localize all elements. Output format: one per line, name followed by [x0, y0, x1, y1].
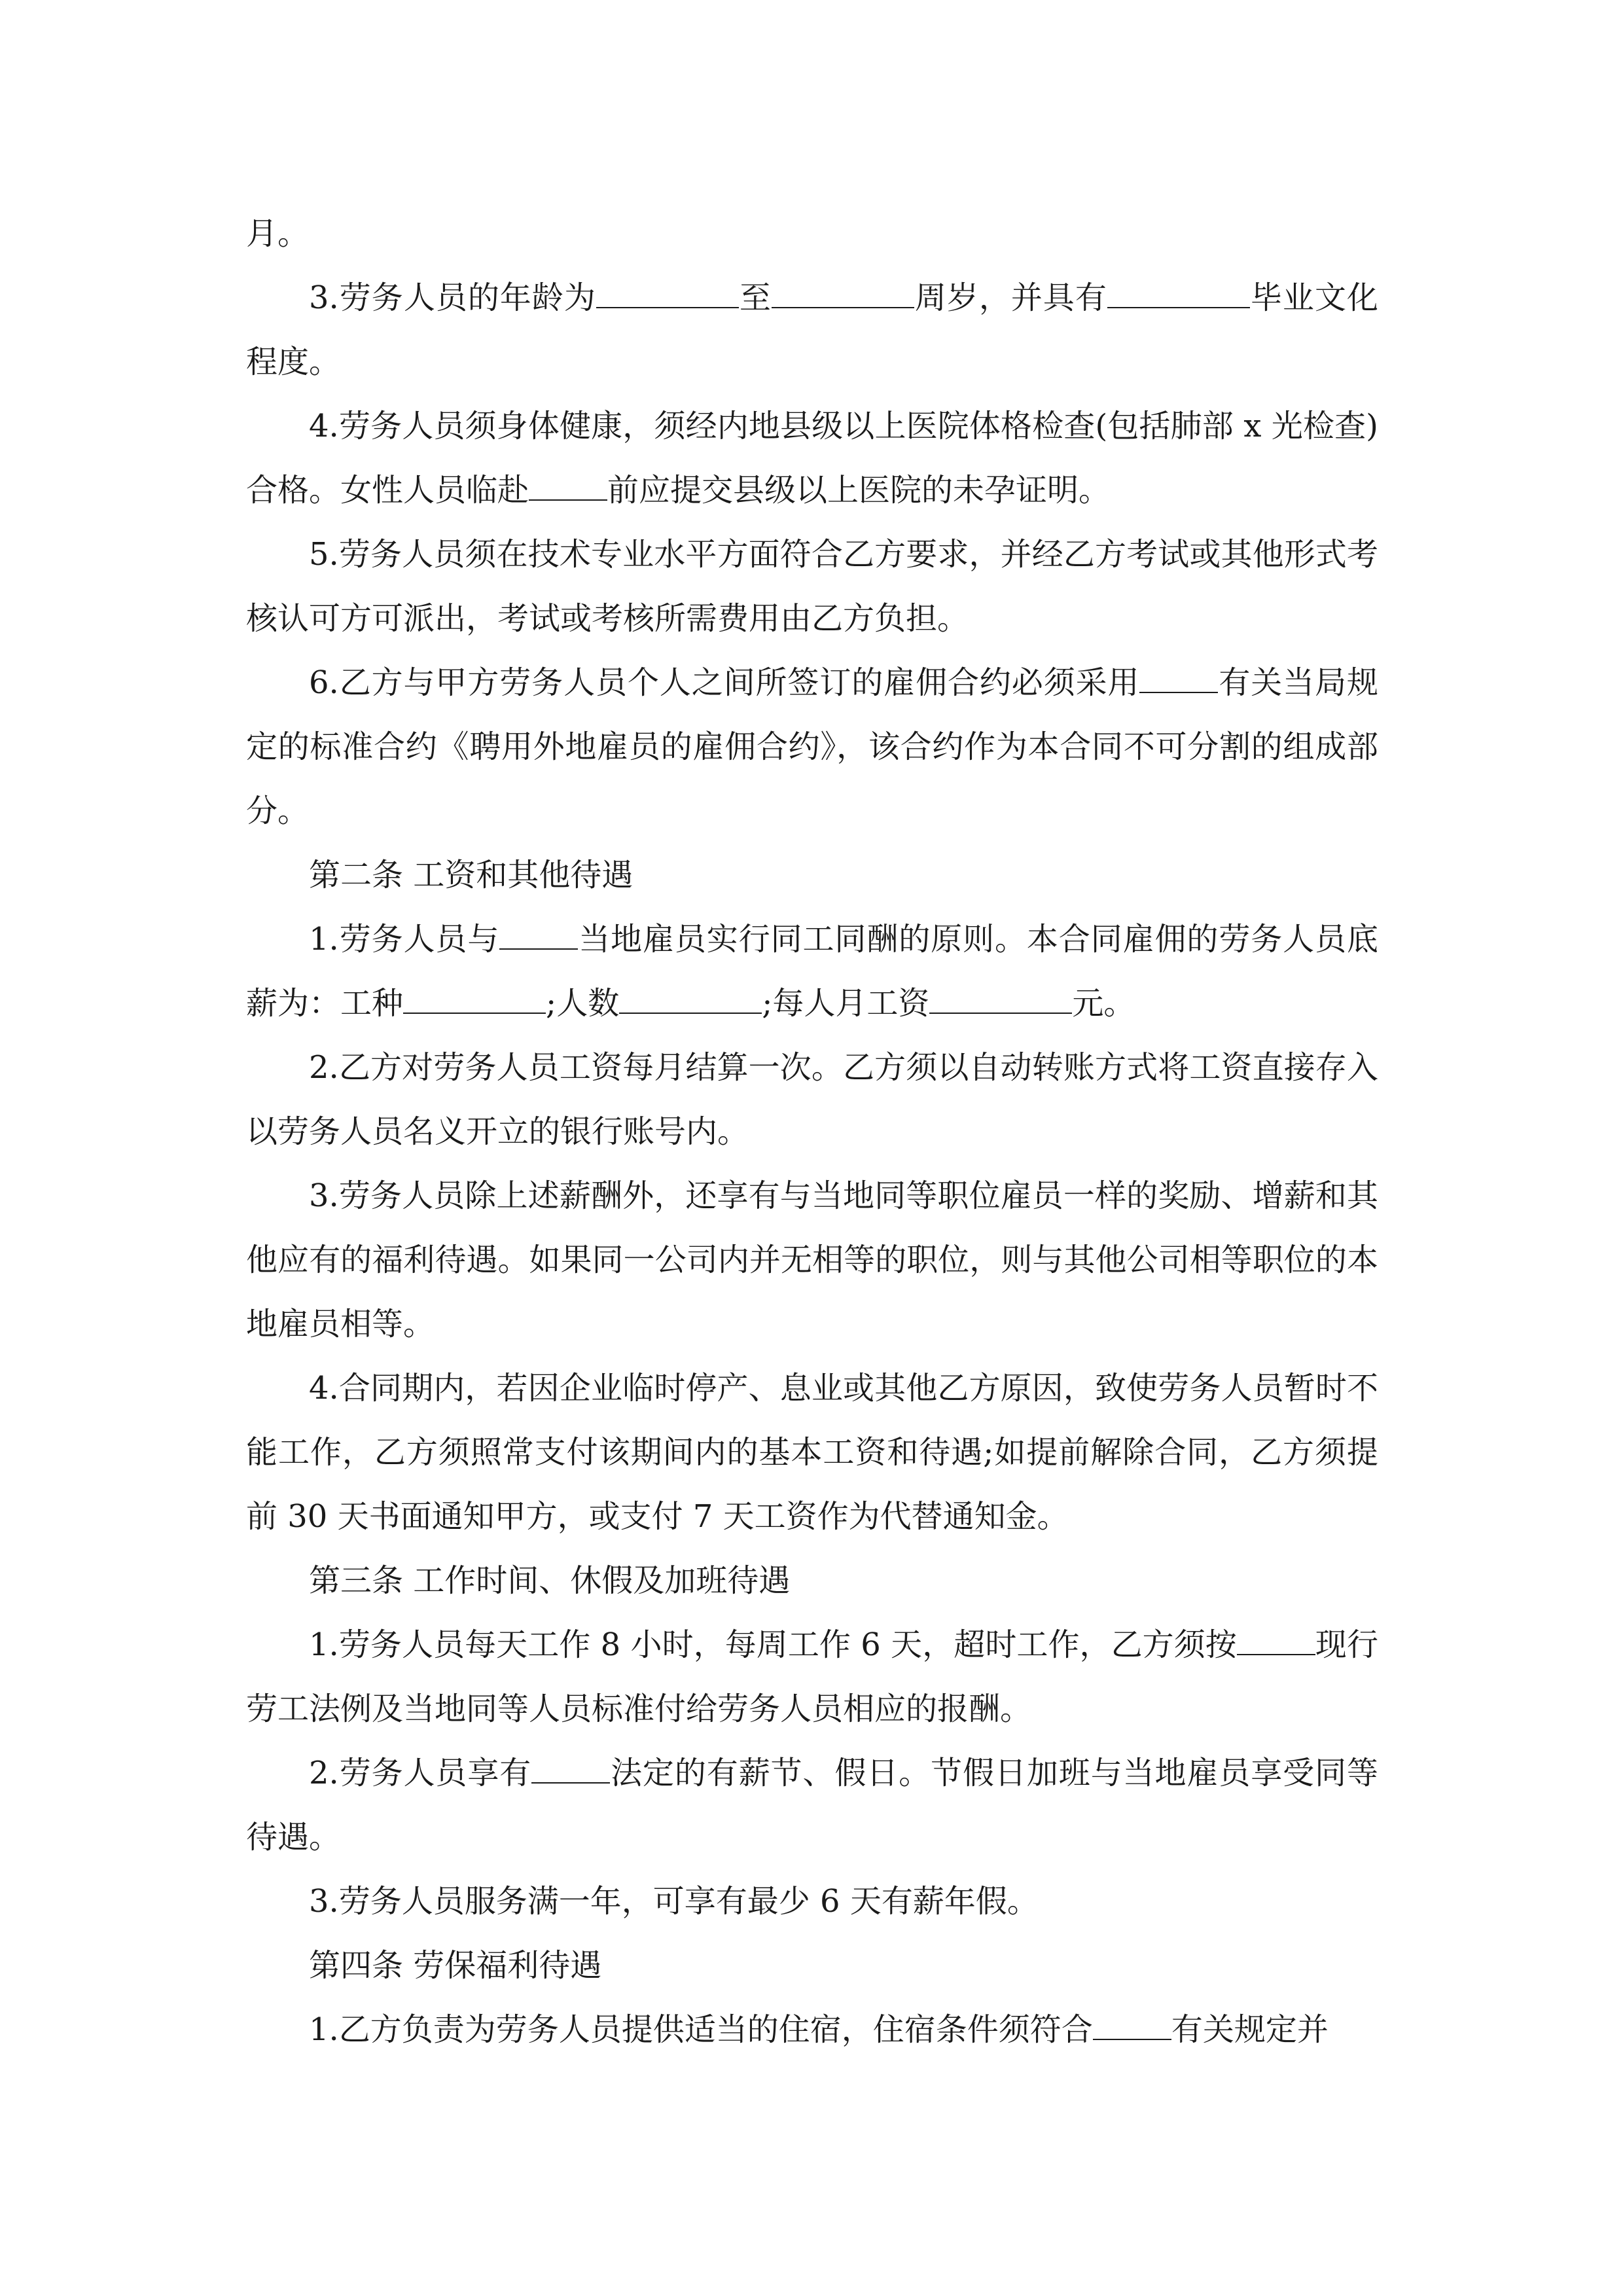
text-run: 3.劳务人员除上述薪酬外，还享有与当地同等职位雇员一样的奖励、增薪和其他应有的福利待遇。如果同一公司内并无相等的职位，则与其他公司相等职位的本地雇员相等。 — [246, 1177, 1378, 1342]
text-run: 至 — [738, 279, 772, 316]
body-paragraph — [246, 651, 1378, 843]
text-run: 1.劳务人员与 — [309, 921, 500, 958]
fill-in-blank — [403, 986, 546, 1014]
fill-in-blank — [1093, 2013, 1171, 2040]
text-run: 5.劳务人员须在技术专业水平方面符合乙方要求，并经乙方考试或其他形式考核认可方可派出，考试或考核所需费用由乙方负担。 — [246, 536, 1378, 637]
fill-in-blank — [1139, 666, 1218, 693]
text-run: 月。 — [246, 215, 310, 252]
body-paragraph — [246, 1998, 1378, 2062]
fill-in-blank — [1237, 1628, 1315, 1655]
fill-in-blank — [1107, 281, 1250, 308]
text-run: 2.劳务人员享有 — [309, 1755, 532, 1791]
text-run: ;人数 — [546, 985, 620, 1022]
text-run: 前应提交县级以上医院的未孕证明。 — [607, 472, 1111, 509]
section-heading — [246, 1933, 1378, 1998]
fill-in-blank — [531, 1756, 610, 1784]
text-run: 毕业文化程度。 — [246, 279, 1378, 380]
text-run: 6.乙方与甲方劳务人员个人之间所签订的雇佣合约必须采用 — [309, 664, 1140, 701]
fill-in-blank — [929, 986, 1072, 1014]
fill-in-blank — [529, 473, 607, 501]
text-run: 第二条 工资和其他待遇 — [309, 857, 633, 893]
body-paragraph — [246, 907, 1378, 1035]
body-paragraph — [246, 394, 1378, 522]
text-run: 周岁，并具有 — [914, 279, 1107, 316]
body-paragraph — [246, 522, 1378, 651]
text-run: 第四条 劳保福利待遇 — [309, 1947, 602, 1984]
fill-in-blank — [499, 922, 578, 950]
fill-in-blank — [596, 281, 739, 308]
text-run: 当地雇员实行同工同酬的原则。本合同雇佣的劳务人员底薪为：工种 — [246, 921, 1378, 1022]
text-run: ;每人月工资 — [762, 985, 930, 1022]
body-paragraph — [246, 1613, 1378, 1741]
text-run: 4.合同期内，若因企业临时停产、息业或其他乙方原因，致使劳务人员暂时不能工作，乙方须照常支付该期间内的基本工资和待遇;如提前解除合同，乙方须提前 30 天书面通知甲方，或支付 7 天工资作为代替通知金。 — [246, 1370, 1378, 1535]
text-run: 第三条 工作时间、休假及加班待遇 — [309, 1562, 791, 1599]
text-run: 有关当局规定的标准合约《聘用外地雇员的雇佣合约》，该合约作为本合同不可分割的组成部分。 — [246, 664, 1378, 829]
body-paragraph — [246, 202, 1378, 266]
body-paragraph — [246, 1741, 1378, 1869]
section-heading — [246, 843, 1378, 907]
text-run: 4.劳务人员须身体健康，须经内地县级以上医院体格检查(包括肺部 x 光检查)合格。女性人员临赴 — [246, 408, 1378, 509]
body-paragraph — [246, 1035, 1378, 1164]
body-paragraph — [246, 1164, 1378, 1356]
fill-in-blank — [772, 281, 914, 308]
text-run: 1.劳务人员每天工作 8 小时，每周工作 6 天，超时工作，乙方须按 — [309, 1626, 1237, 1663]
text-run: 有关规定并 — [1171, 2011, 1329, 2048]
text-run: 1.乙方负责为劳务人员提供适当的住宿，住宿条件须符合 — [309, 2011, 1093, 2048]
body-paragraph — [246, 1869, 1378, 1933]
document-page — [246, 202, 1378, 2062]
text-run: 3.劳务人员服务满一年，可享有最少 6 天有薪年假。 — [309, 1883, 1039, 1920]
text-run: 法定的有薪节、假日。节假日加班与当地雇员享受同等待遇。 — [246, 1755, 1378, 1856]
body-paragraph — [246, 266, 1378, 394]
body-paragraph — [246, 1356, 1378, 1549]
text-run: 现行劳工法例及当地同等人员标准付给劳务人员相应的报酬。 — [246, 1626, 1378, 1727]
text-run: 元。 — [1072, 985, 1135, 1022]
text-run: 3.劳务人员的年龄为 — [309, 279, 596, 316]
text-run: 2.乙方对劳务人员工资每月结算一次。乙方须以自动转账方式将工资直接存入以劳务人员名义开立的银行账号内。 — [246, 1049, 1378, 1150]
fill-in-blank — [619, 986, 762, 1014]
section-heading — [246, 1549, 1378, 1613]
